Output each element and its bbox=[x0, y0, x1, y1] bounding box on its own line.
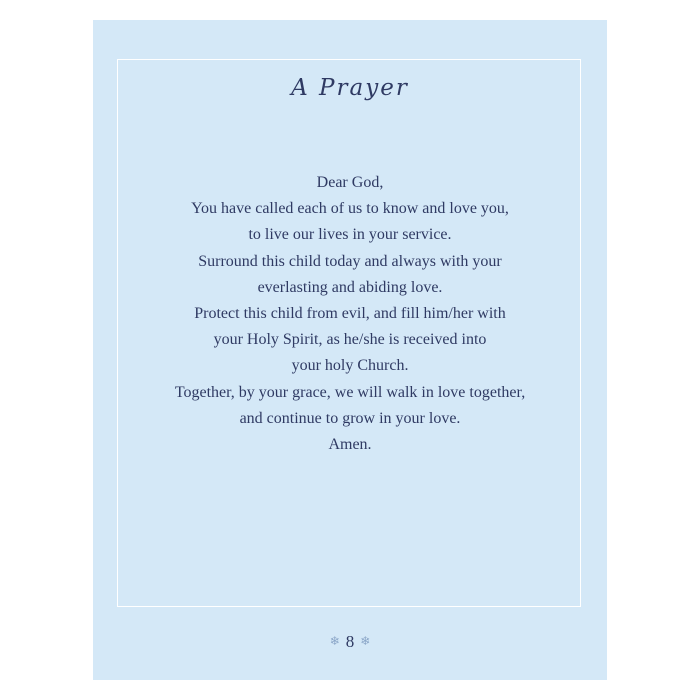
prayer-line: everlasting and abiding love. bbox=[257, 278, 443, 296]
page-footer bbox=[93, 632, 607, 652]
prayer-line: Dear God, bbox=[316, 174, 384, 191]
prayer-text bbox=[93, 170, 607, 458]
prayer-line: to live our lives in your service. bbox=[248, 226, 452, 244]
prayer-line: your Holy Spirit, as he/she is received into bbox=[213, 331, 487, 349]
prayer-page bbox=[93, 20, 607, 680]
prayer-line: Protect this child from evil, and fill him/her with bbox=[194, 305, 506, 323]
snowflake-ornament-icon: ❄ bbox=[360, 634, 371, 648]
prayer-line: Amen. bbox=[328, 436, 372, 454]
prayer-line: your holy Church. bbox=[291, 357, 409, 375]
snowflake-ornament-icon: ❄ bbox=[329, 634, 340, 648]
prayer-line: Together, by your grace, we will walk in love together, bbox=[174, 383, 526, 401]
prayer-line: and continue to grow in your love. bbox=[239, 409, 461, 427]
prayer-line: You have called each of us to know and love you, bbox=[191, 200, 509, 218]
page-title: A Prayer bbox=[291, 75, 409, 101]
page-number: 8 bbox=[345, 632, 355, 651]
prayer-line: Surround this child today and always with your bbox=[198, 252, 502, 270]
